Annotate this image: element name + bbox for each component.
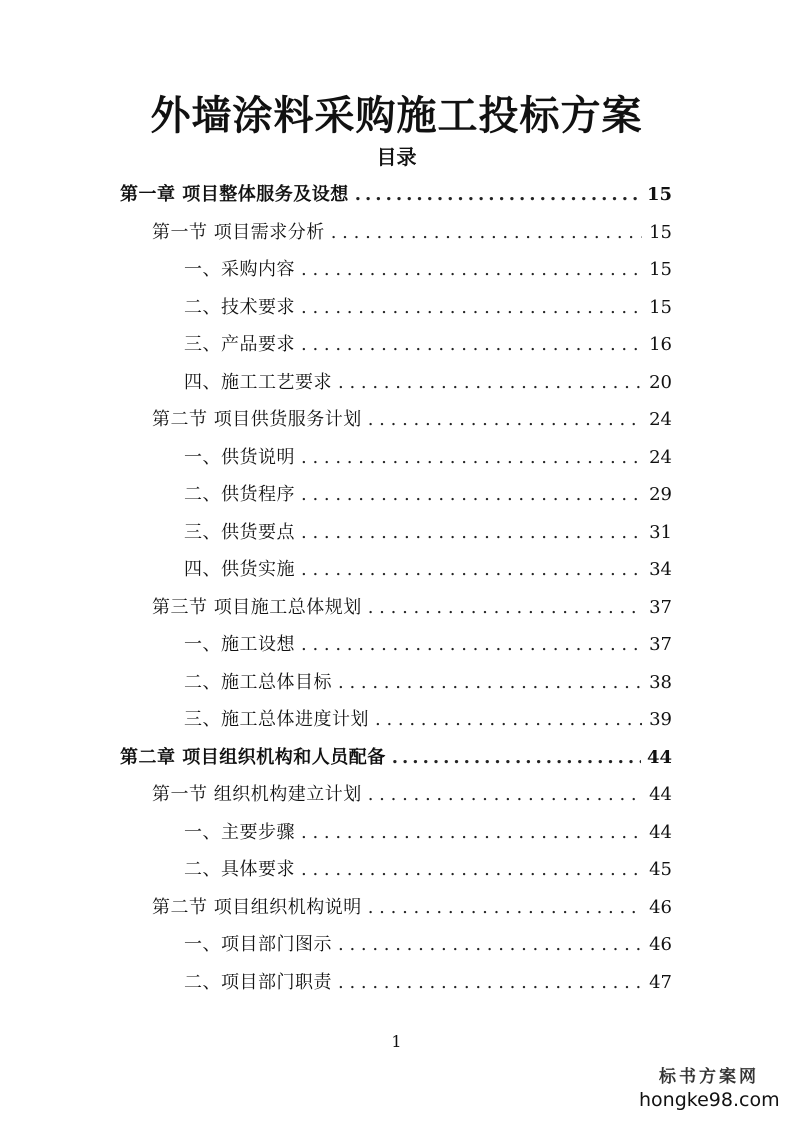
toc-entry-page: 46 xyxy=(649,896,672,918)
page-number: 1 xyxy=(391,1032,402,1051)
toc-entry-title: 二、技术要求 xyxy=(184,296,295,318)
toc-entry-title: 三、产品要求 xyxy=(184,334,295,355)
toc-heading: 目录 xyxy=(376,145,417,169)
toc-entry-title: 二、具体要求 xyxy=(184,859,295,880)
toc-entry-title: 第二节 项目组织机构说明 xyxy=(152,896,362,918)
toc-dot-leader xyxy=(301,814,642,852)
toc-section-entry[interactable] xyxy=(120,589,672,627)
watermark-url: hongke98.com xyxy=(639,1089,780,1111)
toc-entry-page: 29 xyxy=(649,484,672,505)
toc-subsection-entry[interactable] xyxy=(120,664,672,702)
toc-subsection-entry[interactable] xyxy=(120,364,672,402)
toc-entry-page: 31 xyxy=(649,521,672,543)
toc-subsection-entry[interactable] xyxy=(120,701,672,739)
toc-dot-leader xyxy=(301,626,642,664)
toc-dot-leader xyxy=(355,176,641,214)
table-of-contents xyxy=(120,176,672,1001)
toc-entry-page: 15 xyxy=(646,184,672,205)
toc-entry-page: 44 xyxy=(646,746,672,768)
toc-dot-leader xyxy=(301,439,642,477)
toc-entry-title: 第三节 项目施工总体规划 xyxy=(152,596,362,618)
toc-section-entry[interactable] xyxy=(120,776,672,814)
toc-dot-leader xyxy=(301,851,642,889)
toc-dot-leader xyxy=(331,214,642,252)
toc-entry-title: 二、施工总体目标 xyxy=(184,671,332,693)
toc-entry-page: 37 xyxy=(649,596,672,618)
toc-entry-page: 15 xyxy=(649,259,672,280)
toc-entry-page: 38 xyxy=(649,671,672,693)
toc-section-entry[interactable] xyxy=(120,401,672,439)
toc-entry-title: 四、施工工艺要求 xyxy=(184,371,332,393)
document-title: 外墙涂料采购施工投标方案 xyxy=(150,92,643,139)
toc-dot-leader xyxy=(338,964,642,1002)
toc-subsection-entry[interactable] xyxy=(120,814,672,852)
toc-subsection-entry[interactable] xyxy=(120,626,672,664)
toc-dot-leader xyxy=(368,589,642,627)
toc-dot-leader xyxy=(375,701,642,739)
watermark-site-name: 标书方案网 xyxy=(659,1067,759,1087)
toc-subsection-entry[interactable] xyxy=(120,326,672,364)
toc-dot-leader xyxy=(301,551,642,589)
toc-entry-title: 第一节 组织机构建立计划 xyxy=(152,784,362,805)
toc-subsection-entry[interactable] xyxy=(120,551,672,589)
toc-subsection-entry[interactable] xyxy=(120,251,672,289)
toc-chapter-entry[interactable] xyxy=(120,176,672,214)
toc-subsection-entry[interactable] xyxy=(120,851,672,889)
toc-entry-title: 三、供货要点 xyxy=(184,521,295,543)
toc-dot-leader xyxy=(392,739,641,777)
toc-entry-page: 44 xyxy=(649,821,672,843)
toc-entry-title: 三、施工总体进度计划 xyxy=(184,709,369,730)
toc-entry-title: 一、施工设想 xyxy=(184,634,295,655)
toc-entry-title: 第一节 项目需求分析 xyxy=(152,221,325,243)
toc-entry-page: 24 xyxy=(649,446,672,468)
toc-dot-leader xyxy=(301,289,642,327)
toc-section-entry[interactable] xyxy=(120,214,672,252)
toc-dot-leader xyxy=(338,664,642,702)
toc-dot-leader xyxy=(301,251,642,289)
toc-entry-page: 45 xyxy=(649,859,672,880)
toc-entry-title: 一、项目部门图示 xyxy=(184,934,332,955)
toc-entry-title: 二、供货程序 xyxy=(184,484,295,505)
toc-entry-page: 15 xyxy=(649,221,672,243)
toc-subsection-entry[interactable] xyxy=(120,514,672,552)
toc-entry-page: 46 xyxy=(649,934,672,955)
toc-dot-leader xyxy=(301,514,642,552)
toc-entry-title: 一、采购内容 xyxy=(184,259,295,280)
toc-entry-title: 二、项目部门职责 xyxy=(184,971,332,993)
toc-entry-page: 24 xyxy=(649,409,672,430)
toc-entry-page: 37 xyxy=(649,634,672,655)
toc-section-entry[interactable] xyxy=(120,889,672,927)
toc-subsection-entry[interactable] xyxy=(120,289,672,327)
toc-subsection-entry[interactable] xyxy=(120,926,672,964)
toc-dot-leader xyxy=(301,476,642,514)
toc-entry-title: 一、主要步骤 xyxy=(184,821,295,843)
toc-entry-title: 一、供货说明 xyxy=(184,446,295,468)
toc-dot-leader xyxy=(368,889,642,927)
toc-entry-title: 第二节 项目供货服务计划 xyxy=(152,409,362,430)
toc-entry-page: 15 xyxy=(649,296,672,318)
toc-entry-page: 34 xyxy=(649,559,672,580)
toc-entry-page: 39 xyxy=(649,709,672,730)
toc-entry-title: 四、供货实施 xyxy=(184,559,295,580)
site-watermark xyxy=(639,1066,779,1112)
toc-chapter-entry[interactable] xyxy=(120,739,672,777)
toc-dot-leader xyxy=(338,364,642,402)
toc-entry-page: 44 xyxy=(649,784,672,805)
toc-dot-leader xyxy=(338,926,642,964)
toc-subsection-entry[interactable] xyxy=(120,476,672,514)
toc-entry-page: 20 xyxy=(649,371,672,393)
toc-entry-page: 47 xyxy=(649,971,672,993)
toc-dot-leader xyxy=(301,326,642,364)
toc-entry-page: 16 xyxy=(649,334,672,355)
toc-entry-title: 第一章 项目整体服务及设想 xyxy=(120,184,349,205)
toc-dot-leader xyxy=(368,776,642,814)
toc-dot-leader xyxy=(368,401,642,439)
toc-entry-title: 第二章 项目组织机构和人员配备 xyxy=(120,746,386,768)
toc-subsection-entry[interactable] xyxy=(120,964,672,1002)
toc-subsection-entry[interactable] xyxy=(120,439,672,477)
